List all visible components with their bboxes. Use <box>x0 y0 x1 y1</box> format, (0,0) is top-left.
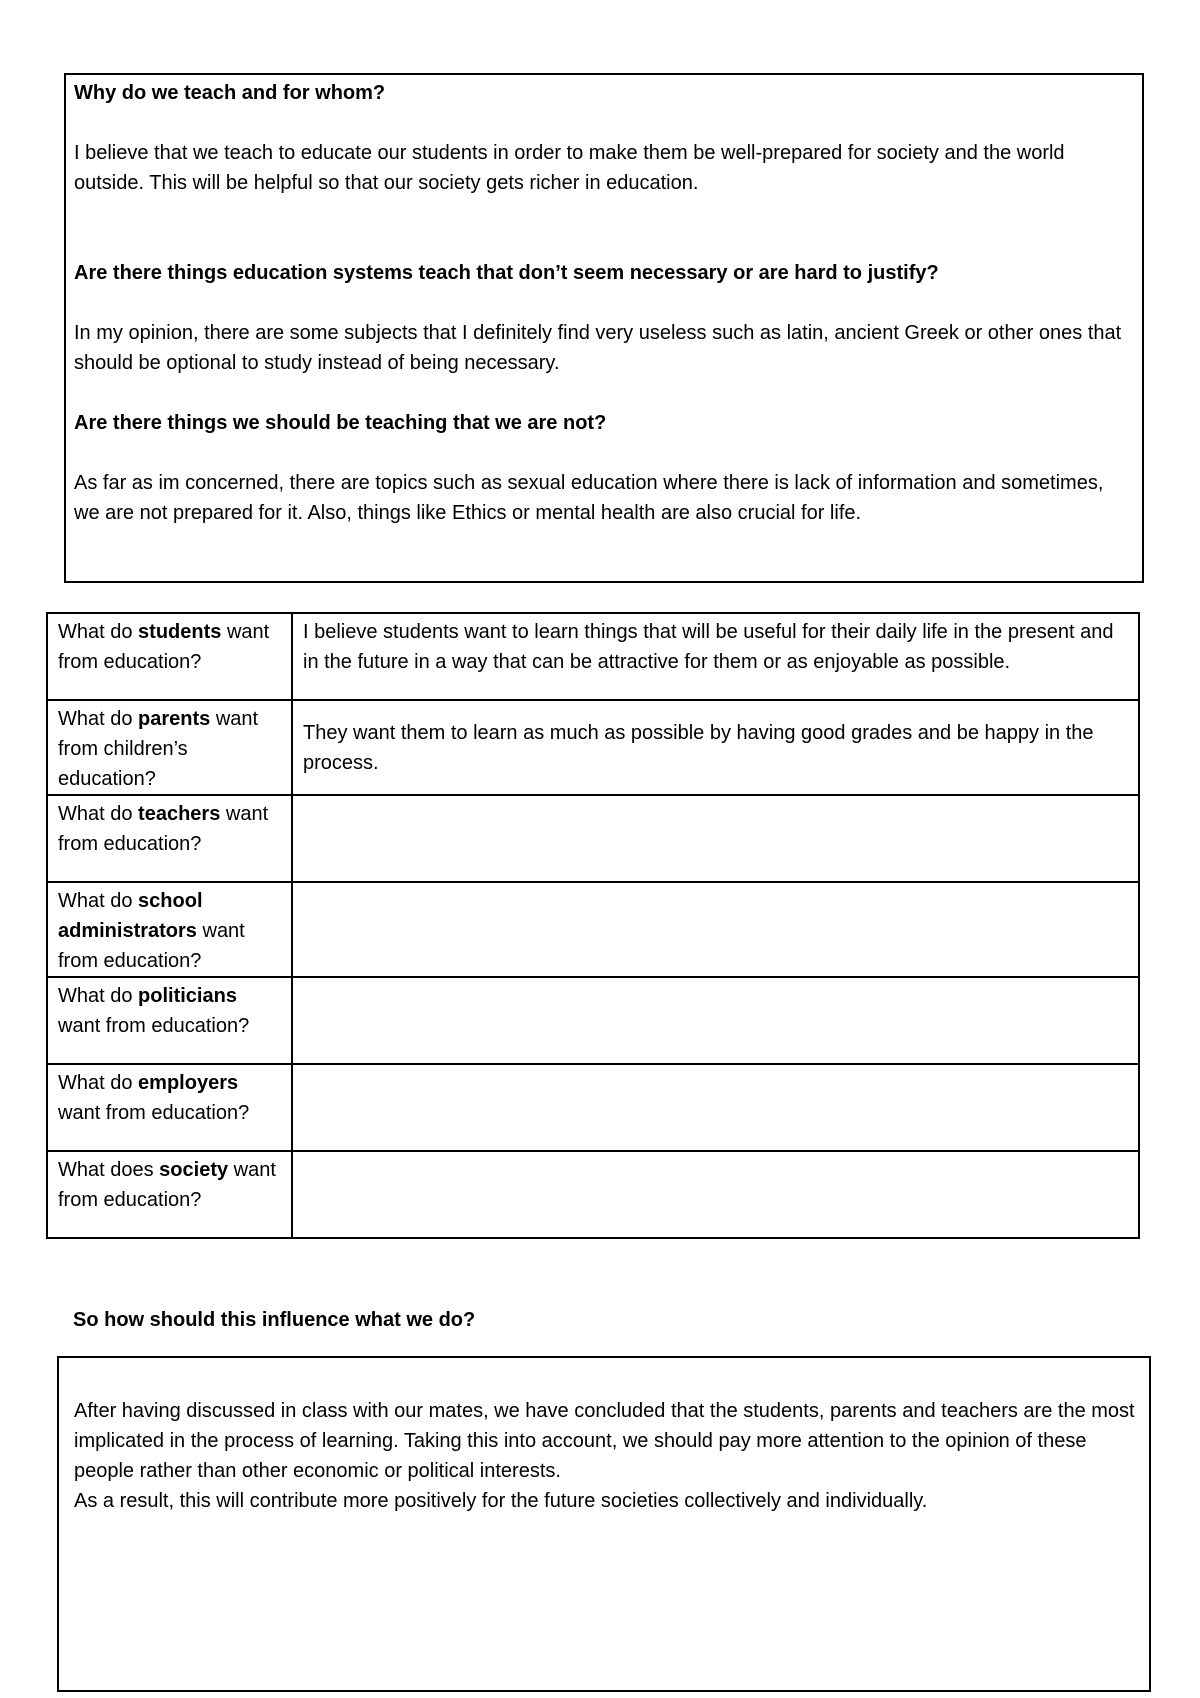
reflection-box <box>64 73 1144 583</box>
stakeholder-question-employers: What do employers want from education? <box>47 1064 292 1151</box>
stakeholder-answer-society <box>292 1151 1139 1238</box>
stakeholder-question-society: What does society want from education? <box>47 1151 292 1238</box>
table-row <box>47 977 1139 1064</box>
table-row <box>47 1064 1139 1151</box>
answer-missing-topics: As far as im concerned, there are topics such as sexual education where there is lack of information and sometimes, we are not prepared for it. Also, things like Ethics or mental health are also crucial for life. <box>74 472 1104 524</box>
stakeholder-answer-school-administrators <box>292 882 1139 977</box>
table-row <box>47 700 1139 795</box>
stakeholder-answer-teachers <box>292 795 1139 882</box>
stakeholder-question-students: What do students want from education? <box>47 613 292 700</box>
table-row <box>47 795 1139 882</box>
answer-unnecessary-subjects: In my opinion, there are some subjects that I definitely find very useless such as latin, ancient Greek or other ones that should be optional to study instead of being necessary. <box>74 322 1122 374</box>
table-row <box>47 1151 1139 1238</box>
table-row <box>47 613 1139 700</box>
influence-answer-paragraph: After having discussed in class with our mates, we have concluded that the students, parents and teachers are the most implicated in the process of learning. Taking this into account, we should pay more attention to the opinion of these people rather than other economic or political interests. <box>74 1400 1135 1482</box>
question-missing-topics: Are there things we should be teaching that we are not? <box>74 412 607 434</box>
stakeholder-answer-politicians <box>292 977 1139 1064</box>
stakeholder-answer-students: I believe students want to learn things that will be useful for their daily life in the present and in the future in a way that can be attractive for them or as enjoyable as possible. <box>292 613 1139 700</box>
influence-conclusion-paragraph: As a result, this will contribute more positively for the future societies collectively and individually. <box>74 1490 928 1512</box>
influence-answer-box <box>57 1356 1151 1692</box>
stakeholder-question-teachers: What do teachers want from education? <box>47 795 292 882</box>
stakeholder-question-school-administrators: What do school administrators want from education? <box>47 882 292 977</box>
stakeholder-question-parents: What do parents want from children’s education? <box>47 700 292 795</box>
stakeholder-question-politicians: What do politicians want from education? <box>47 977 292 1064</box>
stakeholder-answer-employers <box>292 1064 1139 1151</box>
table-row <box>47 882 1139 977</box>
question-why-teach: Why do we teach and for whom? <box>74 82 386 104</box>
influence-question: So how should this influence what we do? <box>73 1309 476 1331</box>
answer-why-teach: I believe that we teach to educate our students in order to make them be well-prepared for society and the world outside. This will be helpful so that our society gets richer in education. <box>74 142 1065 194</box>
stakeholder-table <box>46 612 1140 1239</box>
question-unnecessary-subjects: Are there things education systems teach that don’t seem necessary or are hard to justify? <box>74 262 939 284</box>
stakeholder-answer-parents: They want them to learn as much as possible by having good grades and be happy in the process. <box>292 700 1139 795</box>
